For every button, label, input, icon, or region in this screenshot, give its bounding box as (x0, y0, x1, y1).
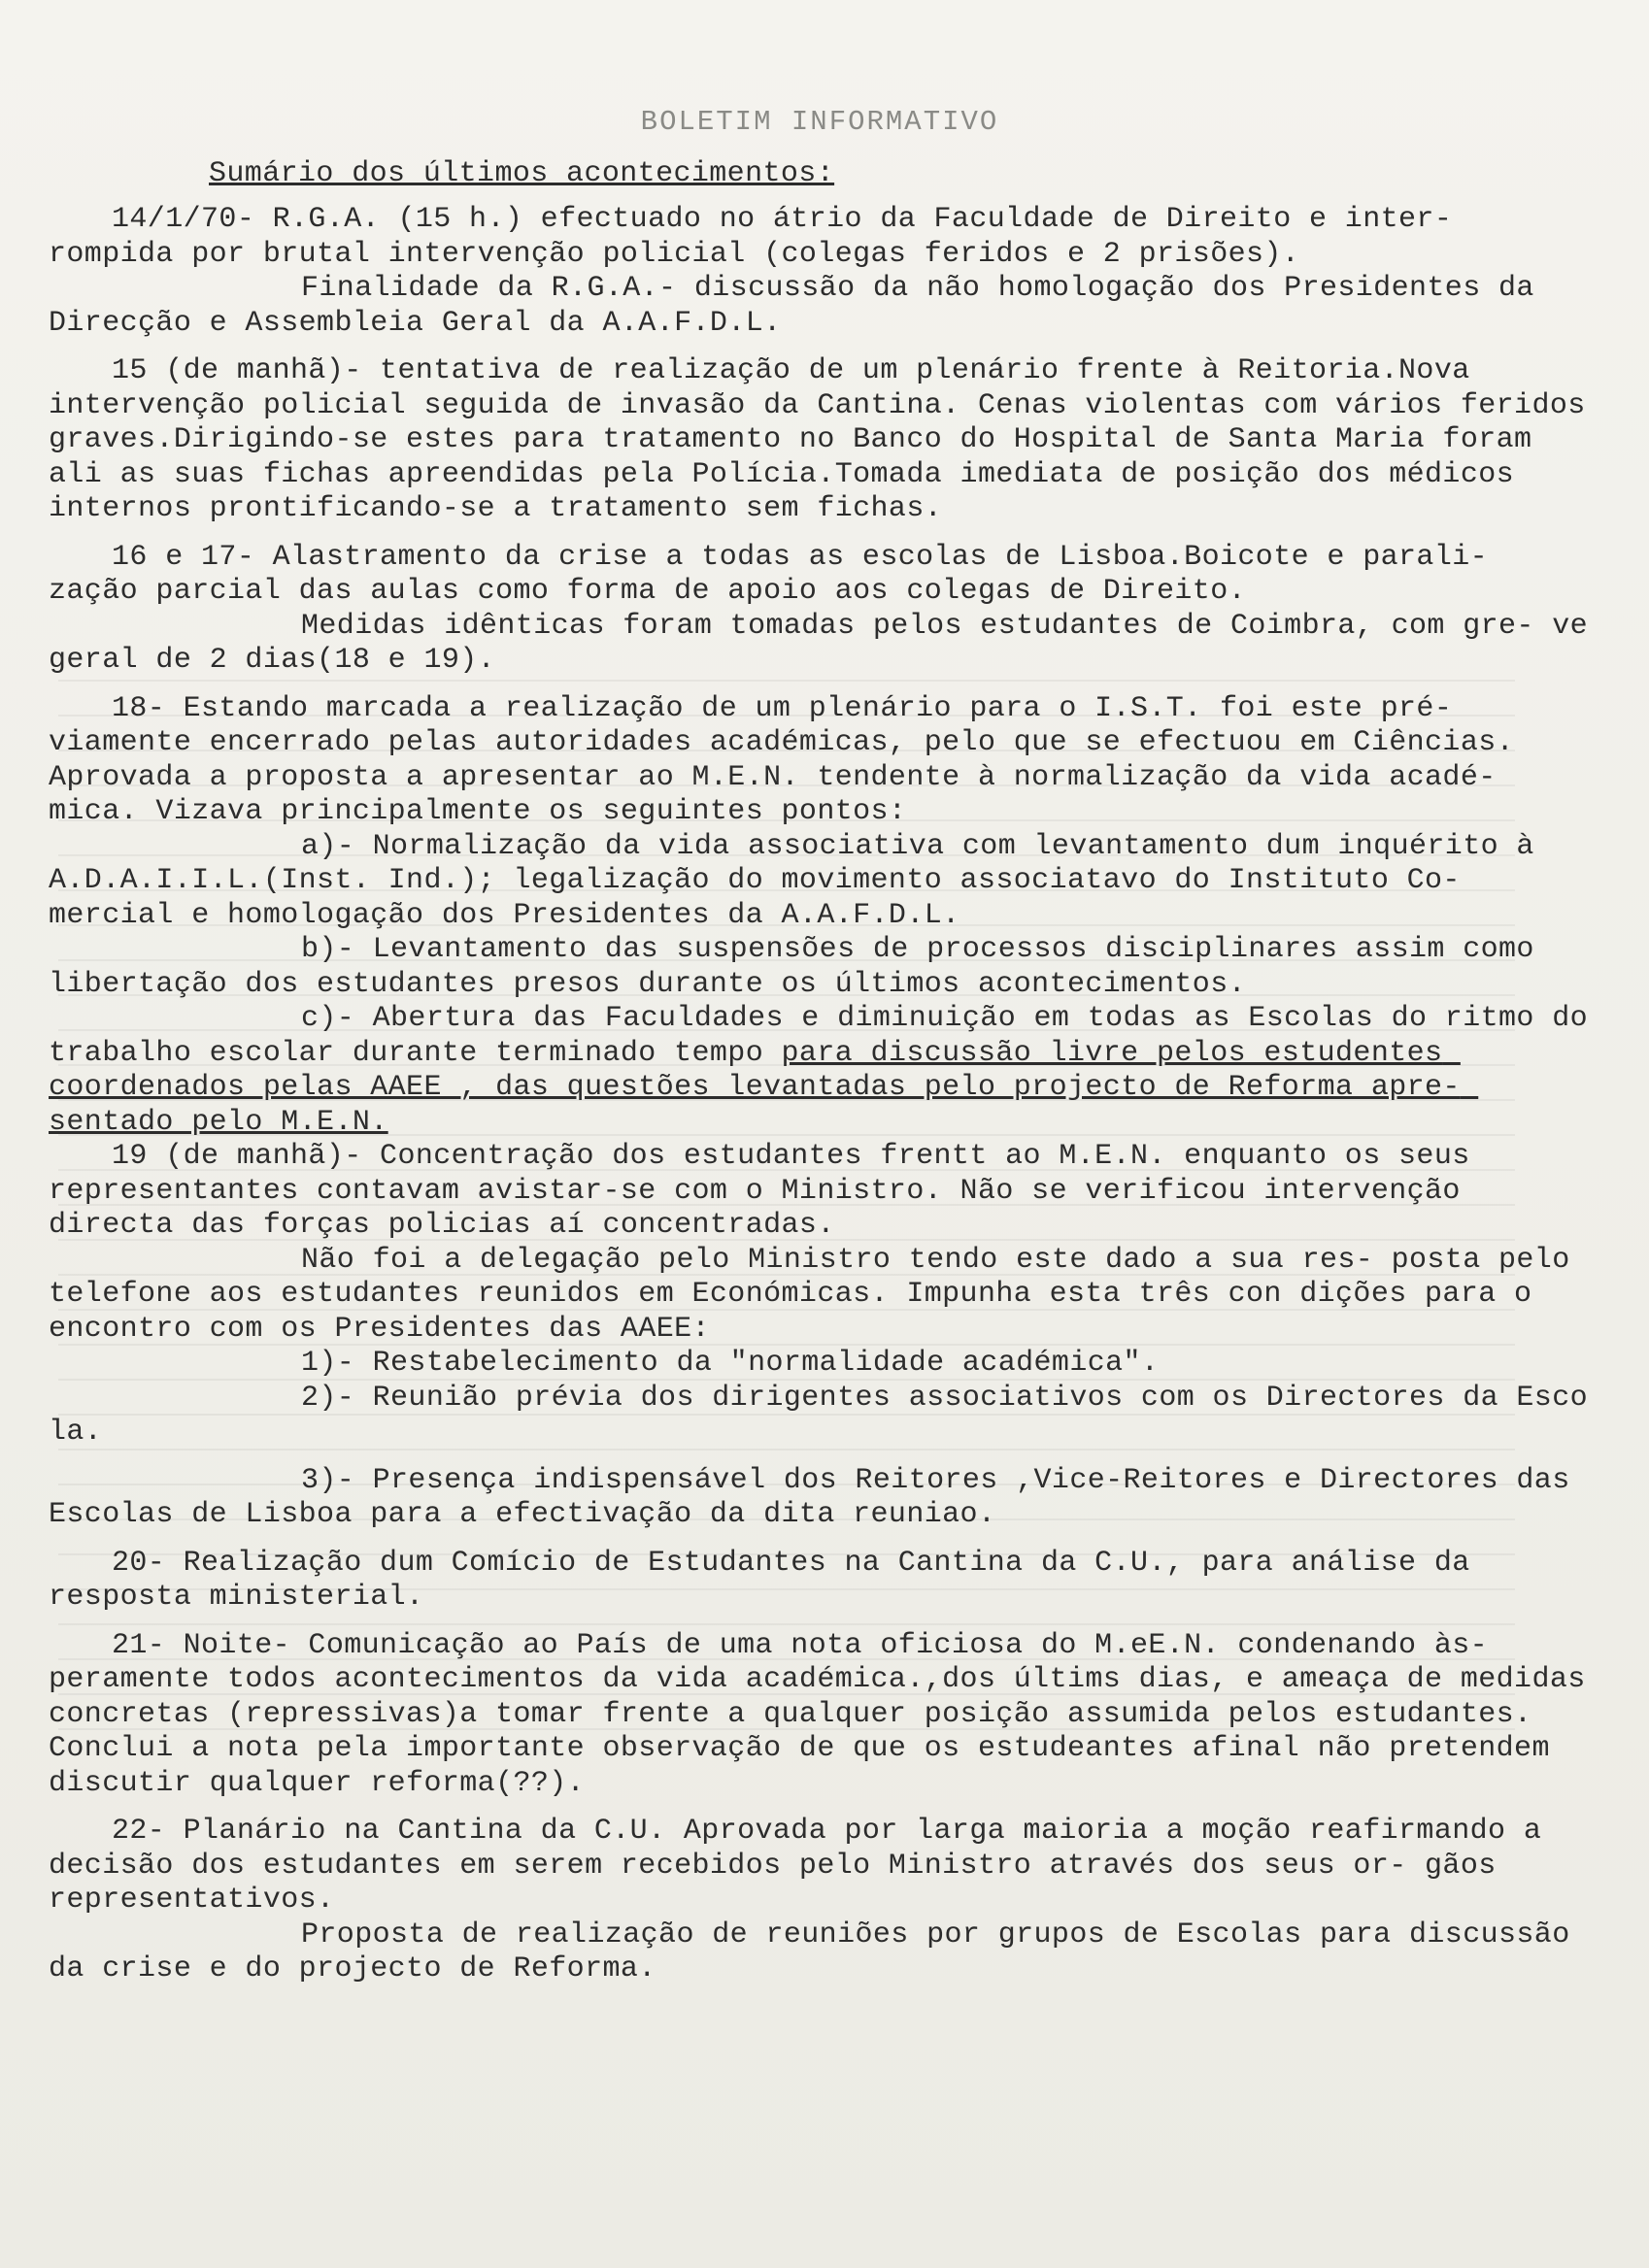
entry-21: 21- Noite- Comunicação ao País de uma nota oficiosa do M.eE.N. condenando às- peramente todos acontecimentos da vida académica.,dos últims dias, e ameaça de medidas concretas (repressivas)a tomar frente a qualquer posição assumida pelos estudantes. Conclui a nota pela importante observação de que os estudeantes afinal não pretendem discutir qualquer reforma(??). (49, 1628, 1604, 1800)
entry-18-point-a: a)- Normalização da vida associativa com levantamento dum inquérito à A.D.A.I.I.L.(Inst. Ind.); legalização do movimento associatavo do Instituto Co- mercial e homologação dos Presidentes da A.A.F.D.L. (49, 829, 1553, 932)
entry-16-17-coimbra: Medidas idênticas foram tomadas pelos estudantes de Coimbra, com gre- ve geral de 2 dias(18 e 19). (49, 609, 1606, 677)
entry-18-point-b: b)- Levantamento das suspensões de processos disciplinares assim como libertação dos estudantes presos durante os últimos acontecimentos. (49, 933, 1553, 1001)
entry-14-jan: 14/1/70- R.G.A. (15 h.) efectuado no átrio da Faculdade de Direito e inter- rompida por brutal intervenção policial (colegas feridos e 2 prisões). (49, 203, 1470, 271)
entry-18-point-c (49, 1002, 1606, 1140)
point-c-underlined-text: para discussão livre pelos estudentes coordenados pelas AAEE , das questões levantadas pelo projecto de Reforma apre- sentado pelo M.E.N. (49, 1036, 1479, 1139)
entry-19-condition-3: 3)- Presença indispensável dos Reitores ,Vice-Reitores e Directores das Escolas de Lisboa para a efectivação da dita reuniao. (49, 1463, 1589, 1531)
entry-19-condition-2: 2)- Reunião prévia dos dirigentes associativos com os Directores da Esco la. (49, 1381, 1606, 1449)
entry-18: 18- Estando marcada a realização de um plenário para o I.S.T. foi este pré- viamente encerrado pelas autoridades académicas, pelo que se efectuou em Ciências. Aprovada a proposta a apresentar ao M.E.N. tendente à normalização da vida acadé- mica. Vizava principalmente os seguintes pontos: (49, 691, 1532, 828)
point-c-text: c)- Abertura das Faculdades e diminuição em todas as Escolas do ritmo do trabalho escolar durante terminado tempo (49, 1002, 1606, 1070)
entry-15: 15 (de manhã)- tentativa de realização de um plenário frente à Reitoria.Nova intervenção policial seguida de invasão da Cantina. Cenas violentas com vários feridos graves.Dirigindo-se estes para tratamento no Banco do Hospital de Santa Maria foram ali as suas fichas apreendidas pela Polícia.Tomada imediata de posição dos médicos internos prontificando-se a tratamento sem fichas. (49, 354, 1604, 525)
document-subtitle: Sumário dos últimos acontecimentos: (209, 156, 835, 190)
entry-19-response: Não foi a delegação pelo Ministro tendo este dado a sua res- posta pelo telefone aos estudantes reunidos em Económicas. Impunha esta três con dições para o encontro com os Presidentes das AAEE: (49, 1243, 1589, 1346)
document-title: BOLETIM INFORMATIVO (640, 106, 999, 138)
entry-14-jan-purpose: Finalidade da R.G.A.- discussão da não homologação dos Presidentes da Direcção e Assembleia Geral da A.A.F.D.L. (49, 272, 1553, 340)
entry-22-proposal: Proposta de realização de reuniões por grupos de Escolas para discussão da crise e do projecto de Reforma. (49, 1918, 1589, 1985)
entry-22: 22- Planário na Cantina da C.U. Aprovada por larga maioria a moção reafirmando a decisão dos estudantes em serem recebidos pelo Ministro através dos seus or- gãos representativos. (49, 1815, 1560, 1917)
entry-20: 20- Realização dum Comício de Estudantes na Cantina da C.U., para análise da resposta ministerial. (49, 1546, 1489, 1614)
entry-19: 19 (de manhã)- Concentração dos estudantes frentt ao M.E.N. enquanto os seus representantes contavam avistar-se com o Ministro. Não se verificou intervenção directa das forças policias aí concentradas. (49, 1140, 1489, 1242)
entry-19-condition-1: 1)- Restabelecimento da "normalidade académica". (301, 1347, 1160, 1380)
entry-16-17: 16 e 17- Alastramento da crise a todas as escolas de Lisboa.Boicote e parali- zação parcial das aulas como forma de apoio aos colegas de Direito. (49, 540, 1506, 608)
